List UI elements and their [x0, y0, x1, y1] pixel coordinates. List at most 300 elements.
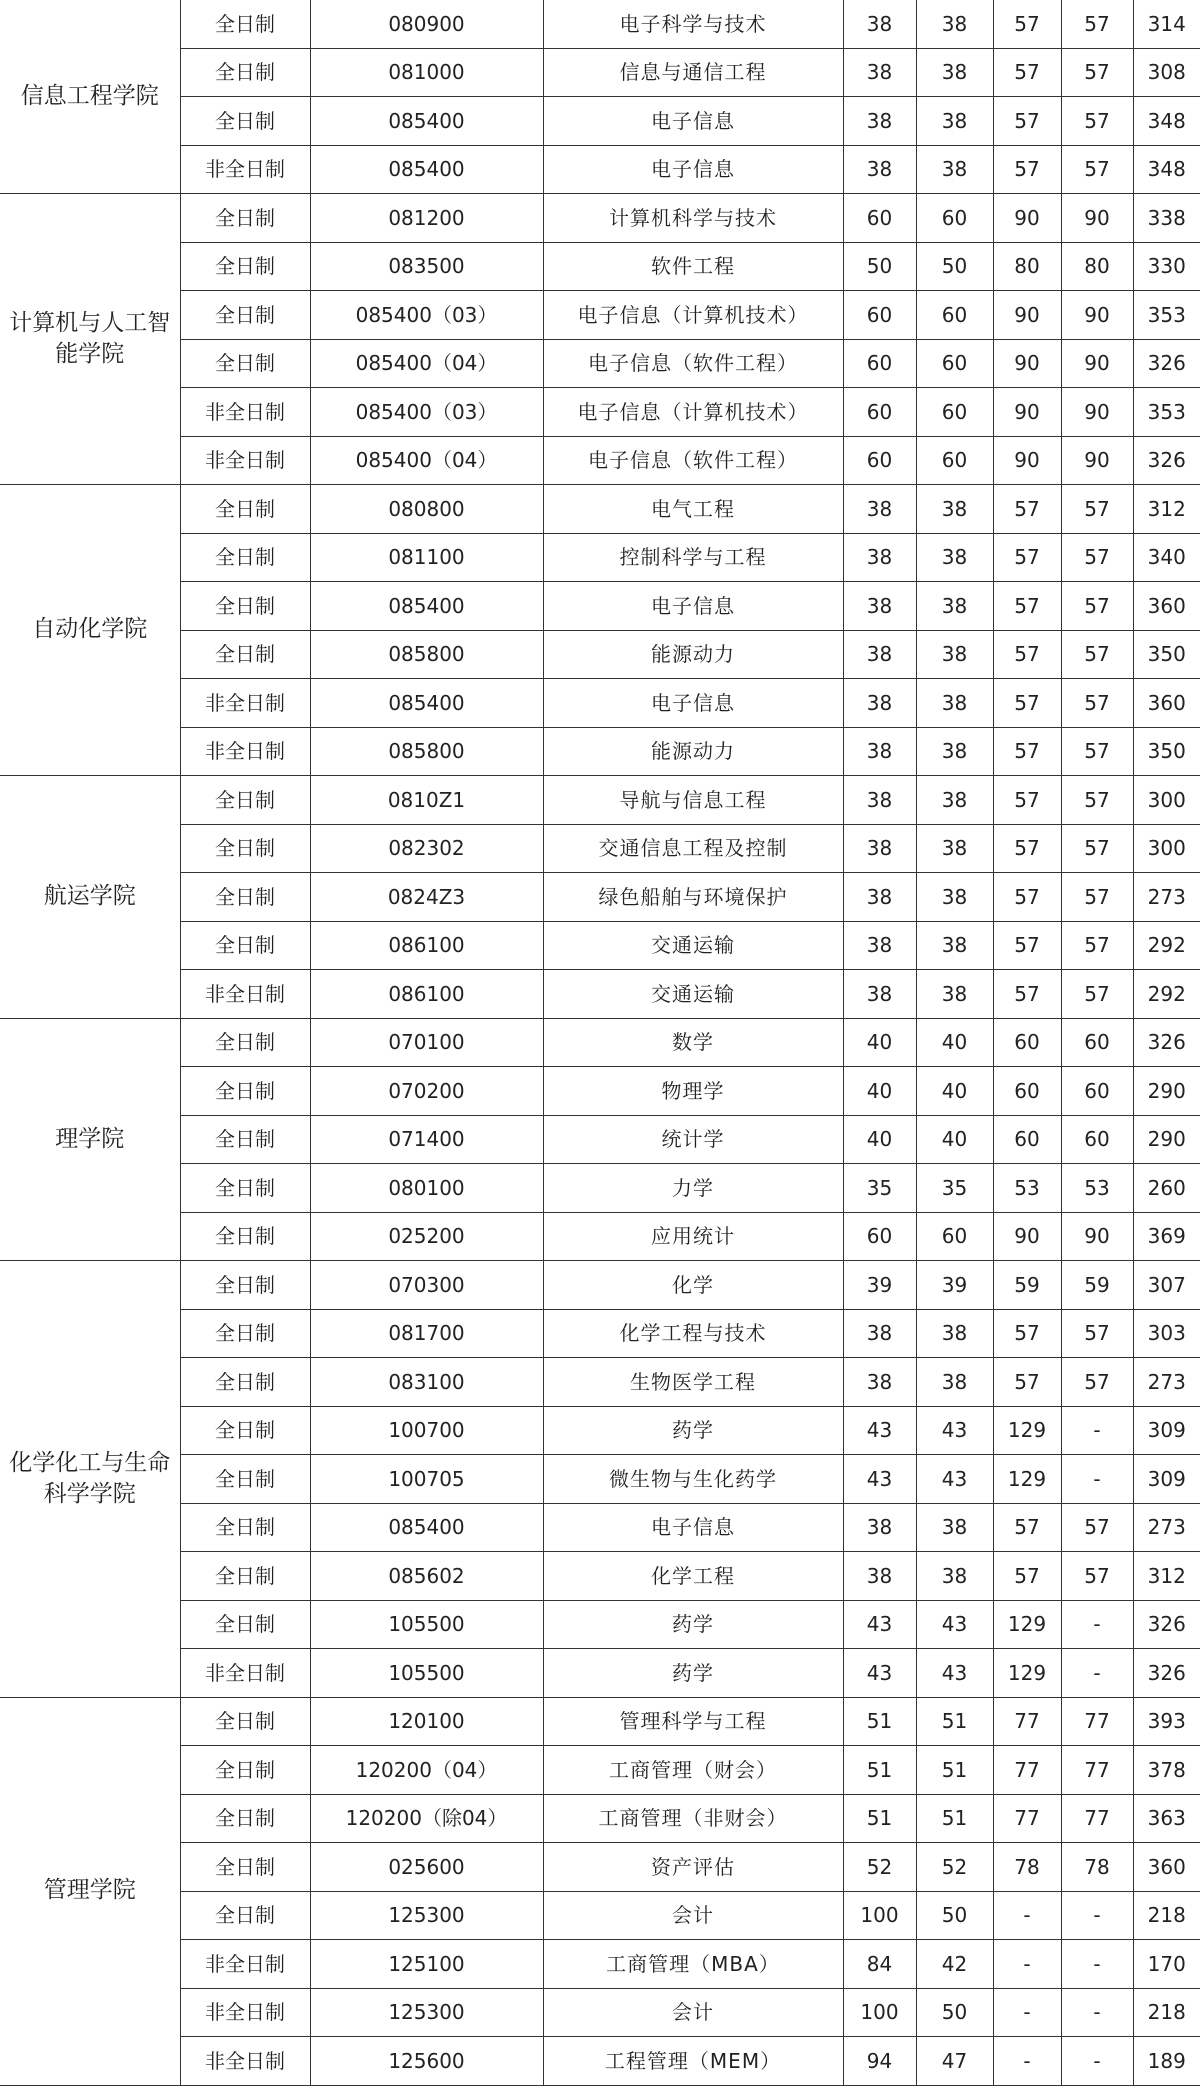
subject2-score-cell: - [1061, 1940, 1133, 1989]
major-code-cell: 085800 [310, 630, 543, 679]
table-row [0, 291, 1200, 340]
major-code-cell: 085400 [310, 97, 543, 146]
major-code-cell: 120200（04） [310, 1746, 543, 1795]
table-row [0, 1358, 1200, 1407]
subject2-score-cell: 90 [1061, 339, 1133, 388]
major-name-cell: 信息与通信工程 [543, 48, 843, 97]
major-code-cell: 083500 [310, 242, 543, 291]
subject1-score-cell: 57 [993, 776, 1061, 825]
study-mode-cell: 全日制 [180, 1843, 310, 1892]
politics-score-cell: 40 [843, 1067, 916, 1116]
subject1-score-cell: 57 [993, 0, 1061, 48]
study-mode-cell: 非全日制 [180, 388, 310, 437]
subject1-score-cell: - [993, 1940, 1061, 1989]
total-score-cell: 307 [1133, 1261, 1200, 1310]
politics-score-cell: 38 [843, 145, 916, 194]
politics-score-cell: 40 [843, 1018, 916, 1067]
total-score-cell: 326 [1133, 339, 1200, 388]
english-score-cell: 38 [916, 824, 993, 873]
politics-score-cell: 38 [843, 679, 916, 728]
major-name-cell: 应用统计 [543, 1212, 843, 1261]
major-name-cell: 电子信息 [543, 679, 843, 728]
major-code-cell: 085400（03） [310, 388, 543, 437]
major-name-cell: 电子信息 [543, 97, 843, 146]
major-name-cell: 会计 [543, 1988, 843, 2037]
subject1-score-cell: 57 [993, 1309, 1061, 1358]
study-mode-cell: 非全日制 [180, 679, 310, 728]
total-score-cell: 360 [1133, 1843, 1200, 1892]
table-row [0, 97, 1200, 146]
table-row [0, 533, 1200, 582]
subject2-score-cell: 57 [1061, 1309, 1133, 1358]
english-score-cell: 38 [916, 97, 993, 146]
table-row [0, 824, 1200, 873]
college-name-cell: 自动化学院 [0, 485, 180, 776]
politics-score-cell: 100 [843, 1891, 916, 1940]
subject1-score-cell: 60 [993, 1018, 1061, 1067]
subject1-score-cell: 57 [993, 485, 1061, 534]
total-score-cell: 303 [1133, 1309, 1200, 1358]
politics-score-cell: 38 [843, 1309, 916, 1358]
study-mode-cell: 全日制 [180, 1358, 310, 1407]
subject1-score-cell: 57 [993, 630, 1061, 679]
subject1-score-cell: 77 [993, 1697, 1061, 1746]
subject1-score-cell: 129 [993, 1600, 1061, 1649]
total-score-cell: 218 [1133, 1988, 1200, 2037]
major-name-cell: 电子信息（计算机技术） [543, 388, 843, 437]
study-mode-cell: 全日制 [180, 824, 310, 873]
major-name-cell: 工商管理（非财会） [543, 1794, 843, 1843]
table-row [0, 48, 1200, 97]
table-row [0, 630, 1200, 679]
politics-score-cell: 60 [843, 339, 916, 388]
total-score-cell: 350 [1133, 727, 1200, 776]
english-score-cell: 40 [916, 1067, 993, 1116]
subject2-score-cell: 57 [1061, 824, 1133, 873]
major-code-cell: 080900 [310, 0, 543, 48]
table-row [0, 1067, 1200, 1116]
table-row [0, 1212, 1200, 1261]
major-name-cell: 物理学 [543, 1067, 843, 1116]
major-name-cell: 电子科学与技术 [543, 0, 843, 48]
major-code-cell: 085400 [310, 679, 543, 728]
subject1-score-cell: 57 [993, 824, 1061, 873]
english-score-cell: 40 [916, 1018, 993, 1067]
subject2-score-cell: - [1061, 1649, 1133, 1698]
major-code-cell: 081000 [310, 48, 543, 97]
subject1-score-cell: - [993, 2037, 1061, 2086]
major-code-cell: 085400（04） [310, 436, 543, 485]
subject1-score-cell: - [993, 1988, 1061, 2037]
english-score-cell: 43 [916, 1649, 993, 1698]
table-row [0, 679, 1200, 728]
major-code-cell: 083100 [310, 1358, 543, 1407]
english-score-cell: 43 [916, 1455, 993, 1504]
major-name-cell: 控制科学与工程 [543, 533, 843, 582]
english-score-cell: 60 [916, 1212, 993, 1261]
college-name-cell: 管理学院 [0, 1697, 180, 2085]
total-score-cell: 326 [1133, 1600, 1200, 1649]
major-name-cell: 交通运输 [543, 921, 843, 970]
subject2-score-cell: 57 [1061, 582, 1133, 631]
major-name-cell: 微生物与生化药学 [543, 1455, 843, 1504]
politics-score-cell: 40 [843, 1115, 916, 1164]
politics-score-cell: 38 [843, 1358, 916, 1407]
study-mode-cell: 全日制 [180, 1552, 310, 1601]
major-code-cell: 025200 [310, 1212, 543, 1261]
english-score-cell: 38 [916, 582, 993, 631]
total-score-cell: 326 [1133, 1018, 1200, 1067]
politics-score-cell: 60 [843, 1212, 916, 1261]
study-mode-cell: 非全日制 [180, 145, 310, 194]
subject2-score-cell: 57 [1061, 485, 1133, 534]
english-score-cell: 60 [916, 194, 993, 243]
major-name-cell: 计算机科学与技术 [543, 194, 843, 243]
major-name-cell: 电子信息（计算机技术） [543, 291, 843, 340]
major-name-cell: 生物医学工程 [543, 1358, 843, 1407]
study-mode-cell: 全日制 [180, 1794, 310, 1843]
major-code-cell: 025600 [310, 1843, 543, 1892]
major-name-cell: 绿色船舶与环境保护 [543, 873, 843, 922]
table-row [0, 921, 1200, 970]
table-row [0, 0, 1200, 48]
subject1-score-cell: 57 [993, 1503, 1061, 1552]
major-name-cell: 管理科学与工程 [543, 1697, 843, 1746]
table-row [0, 1649, 1200, 1698]
major-code-cell: 100705 [310, 1455, 543, 1504]
total-score-cell: 218 [1133, 1891, 1200, 1940]
major-code-cell: 086100 [310, 970, 543, 1019]
major-code-cell: 085400 [310, 145, 543, 194]
subject1-score-cell: 57 [993, 679, 1061, 728]
politics-score-cell: 38 [843, 727, 916, 776]
table-row [0, 194, 1200, 243]
study-mode-cell: 全日制 [180, 291, 310, 340]
major-name-cell: 资产评估 [543, 1843, 843, 1892]
total-score-cell: 326 [1133, 436, 1200, 485]
subject2-score-cell: 57 [1061, 873, 1133, 922]
table-row [0, 1697, 1200, 1746]
study-mode-cell: 全日制 [180, 97, 310, 146]
subject1-score-cell: 90 [993, 339, 1061, 388]
politics-score-cell: 39 [843, 1261, 916, 1310]
table-row [0, 1309, 1200, 1358]
politics-score-cell: 38 [843, 97, 916, 146]
subject1-score-cell: 77 [993, 1794, 1061, 1843]
english-score-cell: 60 [916, 339, 993, 388]
politics-score-cell: 35 [843, 1164, 916, 1213]
total-score-cell: 290 [1133, 1115, 1200, 1164]
study-mode-cell: 全日制 [180, 1697, 310, 1746]
politics-score-cell: 38 [843, 970, 916, 1019]
table-row [0, 1018, 1200, 1067]
study-mode-cell: 全日制 [180, 1503, 310, 1552]
major-code-cell: 080100 [310, 1164, 543, 1213]
study-mode-cell: 全日制 [180, 1455, 310, 1504]
major-name-cell: 能源动力 [543, 727, 843, 776]
politics-score-cell: 38 [843, 1552, 916, 1601]
study-mode-cell: 全日制 [180, 242, 310, 291]
major-code-cell: 120200（除04） [310, 1794, 543, 1843]
subject1-score-cell: - [993, 1891, 1061, 1940]
total-score-cell: 273 [1133, 1503, 1200, 1552]
politics-score-cell: 51 [843, 1697, 916, 1746]
subject1-score-cell: 60 [993, 1067, 1061, 1116]
subject1-score-cell: 57 [993, 970, 1061, 1019]
subject2-score-cell: 57 [1061, 679, 1133, 728]
subject1-score-cell: 53 [993, 1164, 1061, 1213]
major-code-cell: 085400（04） [310, 339, 543, 388]
subject1-score-cell: 57 [993, 1552, 1061, 1601]
subject2-score-cell: 60 [1061, 1067, 1133, 1116]
english-score-cell: 40 [916, 1115, 993, 1164]
table-row [0, 582, 1200, 631]
subject2-score-cell: 60 [1061, 1018, 1133, 1067]
english-score-cell: 47 [916, 2037, 993, 2086]
subject1-score-cell: 57 [993, 921, 1061, 970]
subject1-score-cell: 57 [993, 533, 1061, 582]
english-score-cell: 50 [916, 242, 993, 291]
subject2-score-cell: 57 [1061, 1503, 1133, 1552]
major-code-cell: 081700 [310, 1309, 543, 1358]
table-row [0, 1988, 1200, 2037]
study-mode-cell: 全日制 [180, 582, 310, 631]
subject1-score-cell: 60 [993, 1115, 1061, 1164]
table-row [0, 1164, 1200, 1213]
total-score-cell: 273 [1133, 873, 1200, 922]
table-row [0, 1891, 1200, 1940]
subject2-score-cell: 57 [1061, 776, 1133, 825]
major-name-cell: 交通运输 [543, 970, 843, 1019]
subject1-score-cell: 57 [993, 873, 1061, 922]
major-code-cell: 0824Z3 [310, 873, 543, 922]
total-score-cell: 309 [1133, 1455, 1200, 1504]
total-score-cell: 292 [1133, 921, 1200, 970]
total-score-cell: 292 [1133, 970, 1200, 1019]
table-row [0, 1552, 1200, 1601]
study-mode-cell: 非全日制 [180, 1988, 310, 2037]
subject2-score-cell: 90 [1061, 194, 1133, 243]
table-row [0, 1940, 1200, 1989]
study-mode-cell: 全日制 [180, 776, 310, 825]
subject2-score-cell: - [1061, 1455, 1133, 1504]
politics-score-cell: 100 [843, 1988, 916, 2037]
major-code-cell: 105500 [310, 1649, 543, 1698]
table-row [0, 339, 1200, 388]
english-score-cell: 38 [916, 873, 993, 922]
table-row [0, 1600, 1200, 1649]
subject2-score-cell: 90 [1061, 291, 1133, 340]
study-mode-cell: 非全日制 [180, 2037, 310, 2086]
subject2-score-cell: 57 [1061, 630, 1133, 679]
subject2-score-cell: 90 [1061, 436, 1133, 485]
subject1-score-cell: 57 [993, 145, 1061, 194]
study-mode-cell: 非全日制 [180, 1649, 310, 1698]
study-mode-cell: 全日制 [180, 194, 310, 243]
english-score-cell: 38 [916, 1358, 993, 1407]
study-mode-cell: 非全日制 [180, 970, 310, 1019]
english-score-cell: 60 [916, 436, 993, 485]
politics-score-cell: 60 [843, 388, 916, 437]
politics-score-cell: 51 [843, 1746, 916, 1795]
subject2-score-cell: - [1061, 1600, 1133, 1649]
subject1-score-cell: 59 [993, 1261, 1061, 1310]
major-name-cell: 数学 [543, 1018, 843, 1067]
politics-score-cell: 60 [843, 436, 916, 485]
subject1-score-cell: 57 [993, 1358, 1061, 1407]
total-score-cell: 260 [1133, 1164, 1200, 1213]
study-mode-cell: 全日制 [180, 630, 310, 679]
english-score-cell: 60 [916, 291, 993, 340]
college-name-cell: 信息工程学院 [0, 0, 180, 194]
politics-score-cell: 38 [843, 533, 916, 582]
subject1-score-cell: 57 [993, 727, 1061, 776]
study-mode-cell: 全日制 [180, 485, 310, 534]
study-mode-cell: 全日制 [180, 1018, 310, 1067]
total-score-cell: 348 [1133, 97, 1200, 146]
subject2-score-cell: 60 [1061, 1115, 1133, 1164]
total-score-cell: 290 [1133, 1067, 1200, 1116]
total-score-cell: 312 [1133, 1552, 1200, 1601]
total-score-cell: 340 [1133, 533, 1200, 582]
total-score-cell: 312 [1133, 485, 1200, 534]
english-score-cell: 38 [916, 970, 993, 1019]
major-name-cell: 电子信息 [543, 145, 843, 194]
english-score-cell: 38 [916, 533, 993, 582]
english-score-cell: 52 [916, 1843, 993, 1892]
politics-score-cell: 43 [843, 1406, 916, 1455]
politics-score-cell: 38 [843, 921, 916, 970]
college-name-cell: 化学化工与生命科学学院 [0, 1261, 180, 1698]
subject1-score-cell: 129 [993, 1406, 1061, 1455]
major-name-cell: 电气工程 [543, 485, 843, 534]
total-score-cell: 360 [1133, 679, 1200, 728]
english-score-cell: 60 [916, 388, 993, 437]
table-row [0, 485, 1200, 534]
subject2-score-cell: - [1061, 2037, 1133, 2086]
major-name-cell: 软件工程 [543, 242, 843, 291]
major-name-cell: 化学工程与技术 [543, 1309, 843, 1358]
subject1-score-cell: 90 [993, 1212, 1061, 1261]
total-score-cell: 309 [1133, 1406, 1200, 1455]
english-score-cell: 38 [916, 776, 993, 825]
major-code-cell: 082302 [310, 824, 543, 873]
politics-score-cell: 43 [843, 1600, 916, 1649]
major-code-cell: 125300 [310, 1988, 543, 2037]
major-name-cell: 电子信息（软件工程） [543, 436, 843, 485]
total-score-cell: 300 [1133, 776, 1200, 825]
english-score-cell: 50 [916, 1891, 993, 1940]
subject1-score-cell: 57 [993, 582, 1061, 631]
subject2-score-cell: 57 [1061, 727, 1133, 776]
politics-score-cell: 84 [843, 1940, 916, 1989]
english-score-cell: 35 [916, 1164, 993, 1213]
major-code-cell: 081200 [310, 194, 543, 243]
subject2-score-cell: 77 [1061, 1794, 1133, 1843]
subject1-score-cell: 80 [993, 242, 1061, 291]
study-mode-cell: 非全日制 [180, 436, 310, 485]
subject2-score-cell: 77 [1061, 1746, 1133, 1795]
subject1-score-cell: 90 [993, 388, 1061, 437]
major-name-cell: 化学 [543, 1261, 843, 1310]
politics-score-cell: 50 [843, 242, 916, 291]
major-code-cell: 085400 [310, 582, 543, 631]
english-score-cell: 42 [916, 1940, 993, 1989]
table-row [0, 2037, 1200, 2086]
major-code-cell: 070300 [310, 1261, 543, 1310]
major-code-cell: 125300 [310, 1891, 543, 1940]
table-row [0, 970, 1200, 1019]
study-mode-cell: 非全日制 [180, 1940, 310, 1989]
politics-score-cell: 51 [843, 1794, 916, 1843]
study-mode-cell: 全日制 [180, 1891, 310, 1940]
study-mode-cell: 全日制 [180, 48, 310, 97]
table-row [0, 1794, 1200, 1843]
subject1-score-cell: 129 [993, 1649, 1061, 1698]
subject1-score-cell: 57 [993, 97, 1061, 146]
politics-score-cell: 38 [843, 1503, 916, 1552]
table-row [0, 1406, 1200, 1455]
study-mode-cell: 全日制 [180, 1261, 310, 1310]
college-name-cell: 航运学院 [0, 776, 180, 1019]
subject2-score-cell: 53 [1061, 1164, 1133, 1213]
major-name-cell: 电子信息 [543, 1503, 843, 1552]
table-row [0, 242, 1200, 291]
major-name-cell: 药学 [543, 1406, 843, 1455]
major-name-cell: 电子信息 [543, 582, 843, 631]
study-mode-cell: 全日制 [180, 533, 310, 582]
english-score-cell: 38 [916, 1552, 993, 1601]
subject2-score-cell: 57 [1061, 1358, 1133, 1407]
study-mode-cell: 全日制 [180, 1164, 310, 1213]
total-score-cell: 363 [1133, 1794, 1200, 1843]
major-code-cell: 071400 [310, 1115, 543, 1164]
english-score-cell: 38 [916, 679, 993, 728]
english-score-cell: 38 [916, 727, 993, 776]
study-mode-cell: 全日制 [180, 1309, 310, 1358]
total-score-cell: 330 [1133, 242, 1200, 291]
major-name-cell: 导航与信息工程 [543, 776, 843, 825]
politics-score-cell: 38 [843, 824, 916, 873]
study-mode-cell: 全日制 [180, 873, 310, 922]
english-score-cell: 43 [916, 1406, 993, 1455]
total-score-cell: 300 [1133, 824, 1200, 873]
table-row [0, 727, 1200, 776]
subject1-score-cell: 129 [993, 1455, 1061, 1504]
subject2-score-cell: 59 [1061, 1261, 1133, 1310]
politics-score-cell: 60 [843, 291, 916, 340]
major-name-cell: 电子信息（软件工程） [543, 339, 843, 388]
subject2-score-cell: 57 [1061, 1552, 1133, 1601]
english-score-cell: 39 [916, 1261, 993, 1310]
major-name-cell: 工商管理（MBA） [543, 1940, 843, 1989]
total-score-cell: 393 [1133, 1697, 1200, 1746]
politics-score-cell: 38 [843, 873, 916, 922]
major-code-cell: 086100 [310, 921, 543, 970]
major-name-cell: 化学工程 [543, 1552, 843, 1601]
english-score-cell: 51 [916, 1746, 993, 1795]
table-row [0, 776, 1200, 825]
major-name-cell: 能源动力 [543, 630, 843, 679]
study-mode-cell: 全日制 [180, 1212, 310, 1261]
total-score-cell: 326 [1133, 1649, 1200, 1698]
politics-score-cell: 38 [843, 630, 916, 679]
subject1-score-cell: 90 [993, 291, 1061, 340]
subject2-score-cell: 77 [1061, 1697, 1133, 1746]
total-score-cell: 353 [1133, 291, 1200, 340]
study-mode-cell: 全日制 [180, 0, 310, 48]
total-score-cell: 273 [1133, 1358, 1200, 1407]
